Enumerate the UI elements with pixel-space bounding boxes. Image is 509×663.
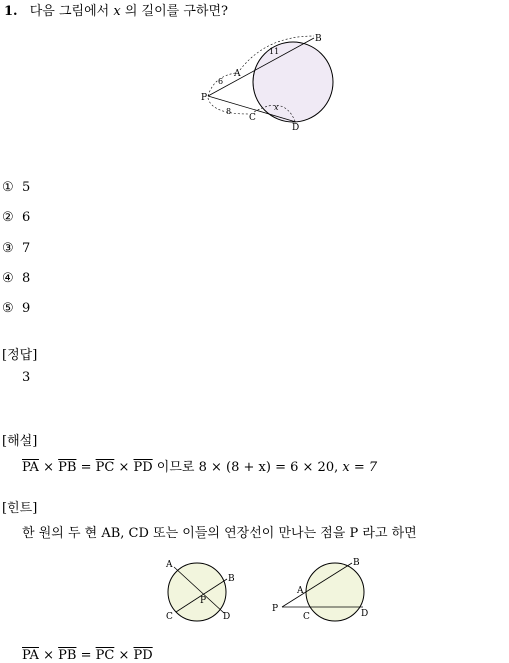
segment-pb: $\overline{PB}$	[58, 460, 77, 475]
left-label-a: A	[166, 560, 173, 570]
label-c: C	[249, 113, 256, 123]
circle	[253, 42, 333, 122]
circle-right	[306, 563, 364, 621]
question-text-before: 다음 그림에서	[29, 4, 110, 19]
choice-1[interactable]	[2, 180, 30, 195]
explanation-label: [해설]	[2, 434, 38, 449]
chord-figure	[165, 560, 235, 622]
formula-pd: $\overline{PD}$	[133, 648, 153, 663]
choice-2[interactable]	[2, 210, 30, 225]
measure-pc: 8	[226, 107, 232, 116]
question	[4, 0, 228, 19]
left-label-d: D	[223, 612, 231, 622]
circle-left	[168, 563, 226, 621]
label-d: D	[292, 123, 300, 133]
label-b: B	[315, 34, 322, 44]
label-p: P	[201, 93, 208, 103]
hint-formula: $\overline{PA} \times \overline{PB} = \overline{PC} \times \overline{PD}$	[22, 648, 153, 663]
explanation-mid-text: 이므로	[156, 460, 195, 475]
question-variable: x	[113, 4, 121, 19]
left-label-b: B	[228, 574, 235, 584]
question-number: 1.	[4, 4, 18, 19]
right-label-c: C	[303, 612, 310, 622]
explanation-equation: 8 × (8 + x) = 6 × 20,	[198, 460, 339, 475]
label-a: A	[234, 69, 241, 79]
choice-number: ③	[2, 241, 14, 256]
formula-pc: $\overline{PC}$	[95, 648, 115, 663]
left-label-c: C	[166, 612, 173, 622]
explanation-line: $\overline{PA} \times \overline{PB} = \overline{PC} \times \overline{PD}$ 이므로 8 × (8 + x) = 6 × 20, x = 7	[22, 460, 378, 475]
right-label-d: D	[361, 609, 369, 619]
hint-label: [힌트]	[2, 501, 38, 516]
segment-pa: $\overline{PA}$	[22, 460, 39, 475]
explanation-result: x = 7	[342, 460, 378, 475]
formula-pb: $\overline{PB}$	[58, 648, 77, 663]
choice-4[interactable]	[2, 271, 30, 286]
left-label-p: P	[200, 596, 207, 606]
right-label-a: A	[297, 586, 304, 596]
measure-cd: x	[274, 103, 279, 112]
answer-label: [정답]	[2, 348, 38, 363]
choice-value: 8	[22, 271, 31, 286]
choice-value: 5	[22, 180, 31, 195]
hint-text: 한 원의 두 현 AB, CD 또는 이들의 연장선이 만나는 점을 P 라고 하면	[22, 526, 417, 541]
segment-pc: $\overline{PC}$	[95, 460, 115, 475]
formula-pa: $\overline{PA}$	[22, 648, 39, 663]
choice-number: ④	[2, 271, 14, 286]
secant-figure	[196, 26, 336, 136]
answer-value: 3	[22, 370, 31, 385]
choice-value: 7	[22, 241, 31, 256]
choice-value: 6	[22, 210, 31, 225]
measure-ab: 11	[269, 47, 280, 56]
hint-figures	[162, 557, 372, 627]
choice-number: ⑤	[2, 301, 14, 316]
choice-number: ②	[2, 210, 14, 225]
secant-hint-figure	[272, 558, 368, 622]
question-text-after: 의 길이를 구하면?	[124, 4, 228, 19]
choice-3[interactable]	[2, 241, 30, 256]
segment-pd: $\overline{PD}$	[133, 460, 153, 475]
choice-value: 9	[22, 301, 31, 316]
right-label-p: P	[272, 604, 279, 614]
measure-pa: 6	[218, 77, 224, 86]
choice-5[interactable]	[2, 301, 30, 316]
right-label-b: B	[353, 558, 360, 568]
choice-number: ①	[2, 180, 14, 195]
